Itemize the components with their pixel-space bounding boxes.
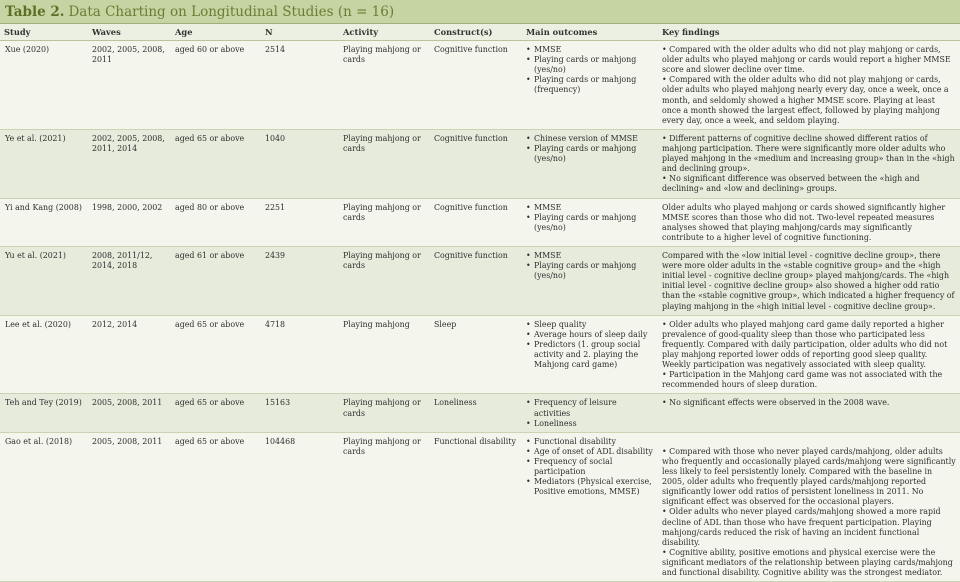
outcome-item: • Playing cards or mahjong (yes/no) — [526, 55, 654, 75]
outcome-item: • Mediators (Physical exercise, Positive emotions, MMSE) — [526, 477, 654, 497]
header-row — [0, 24, 960, 41]
findings-list — [662, 134, 956, 195]
outcomes-list — [526, 320, 654, 371]
outcomes-list — [526, 134, 654, 164]
table-row — [0, 41, 960, 130]
waves-cell: 2002, 2005, 2008, 2011 — [88, 41, 171, 130]
finding-item: • Compared with the older adults who did not play mahjong or cards, older adults who played mahjong or cards would report a higher MMSE score and slower decline over time. — [662, 45, 951, 75]
finding-item: • Participation in the Mahjong card game was not associated with the recommended hours of sleep duration. — [662, 370, 943, 390]
table-row — [0, 394, 960, 432]
study-cell: Xue (2020) — [0, 41, 88, 130]
outcome-item: • Functional disability — [526, 437, 654, 447]
finding-item: • Compared with those who never played cards/mahjong, older adults who frequently and occasionally played cards/mahjong were significantly less likely to feel persistently lonely. Compared with the baseline in 2005, older adults who frequently played cards/mahjong reported significantly lower odd ratios of persistent loneliness in 2011. No significant effect was observed for the occasional players. — [662, 446, 956, 507]
study-cell: Teh and Tey (2019) — [0, 394, 88, 432]
col-header-n: N — [261, 24, 339, 41]
outcomes-list — [526, 203, 654, 233]
outcome-item: • Average hours of sleep daily — [526, 330, 654, 340]
findings-list — [662, 320, 956, 391]
outcomes-cell — [522, 246, 658, 315]
outcome-item: • Playing cards or mahjong (frequency) — [526, 75, 654, 95]
construct-cell: Loneliness — [430, 394, 522, 432]
outcomes-list — [526, 251, 654, 281]
outcome-item: • Playing cards or mahjong (yes/no) — [526, 144, 654, 164]
col-header-age: Age — [171, 24, 261, 41]
findings-cell — [658, 315, 960, 394]
col-header-activity: Activity — [339, 24, 430, 41]
study-cell: Ye et al. (2021) — [0, 129, 88, 198]
n-cell: 2514 — [261, 41, 339, 130]
n-cell: 1040 — [261, 129, 339, 198]
findings-list — [662, 203, 956, 243]
findings-list — [662, 437, 956, 579]
findings-cell — [658, 394, 960, 432]
outcome-item: • MMSE — [526, 203, 654, 213]
age-cell: aged 65 or above — [171, 129, 261, 198]
table-number: Table 2. — [5, 3, 65, 20]
outcome-item: • Sleep quality — [526, 320, 654, 330]
outcomes-cell — [522, 41, 658, 130]
finding-item: • Different patterns of cognitive decline showed different ratios of mahjong participation. There were significantly more older adults who played mahjong in the «medium and increasing group» than in the «high and declining group». — [662, 133, 955, 174]
outcome-item: • Chinese version of MMSE — [526, 134, 654, 144]
data-charting-table — [0, 24, 960, 582]
activity-cell: Playing mahjong — [339, 315, 430, 394]
waves-cell: 1998, 2000, 2002 — [88, 198, 171, 246]
n-cell: 15163 — [261, 394, 339, 432]
outcome-item: • MMSE — [526, 251, 654, 261]
study-cell: Lee et al. (2020) — [0, 315, 88, 394]
finding-item: Compared with the «low initial level - cognitive decline group», there were more older adults in the «stable cognitive group» and the «high initial level - cognitive decline group» played mahjong/cards. The «high initial level - cognitive decline group» also showed a higher odd ratio than the «stable cognitive group», which indicated a higher frequency of playing mahjong in the «high initial level - cognitive decline group». — [662, 250, 955, 311]
waves-cell: 2012, 2014 — [88, 315, 171, 394]
findings-cell — [658, 129, 960, 198]
table-row — [0, 432, 960, 582]
waves-cell: 2005, 2008, 2011 — [88, 432, 171, 582]
findings-cell — [658, 432, 960, 582]
outcome-item: • MMSE — [526, 45, 654, 55]
finding-item: • No significant difference was observed between the «high and declining» and «low and declining» groups. — [662, 174, 920, 194]
findings-list — [662, 251, 956, 312]
findings-cell — [658, 246, 960, 315]
construct-cell: Cognitive function — [430, 246, 522, 315]
finding-item: Older adults who played mahjong or cards showed significantly higher MMSE scores than those who did not. Two-level repeated measures analyses showed that playing mahjong/cards may significantly contribute to a higher level of cognitive functioning. — [662, 202, 946, 242]
findings-cell — [658, 198, 960, 246]
table-title: Data Charting on Longitudinal Studies (n = 16) — [68, 3, 395, 20]
activity-cell: Playing mahjong or cards — [339, 246, 430, 315]
age-cell: aged 80 or above — [171, 198, 261, 246]
col-header-waves: Waves — [88, 24, 171, 41]
outcome-item: • Loneliness — [526, 419, 654, 429]
outcomes-cell — [522, 432, 658, 582]
finding-item: • Compared with the older adults who did not play mahjong or cards, older adults who played mahjong nearly every day, once a week, once a month, and seldomly showed a higher MMSE score. Playing at least once a month showed the largest effect, followed by playing mahjong every day, once a week, and seldom playing. — [662, 75, 949, 125]
age-cell: aged 65 or above — [171, 432, 261, 582]
activity-cell: Playing mahjong or cards — [339, 129, 430, 198]
outcomes-list — [526, 437, 654, 498]
study-cell: Yu et al. (2021) — [0, 246, 88, 315]
findings-list — [662, 398, 956, 408]
finding-item: • Older adults who never played cards/mahjong showed a more rapid decline of ADL than those who have frequent participation. Playing mahjong/cards reduced the risk of having an incident functional disability. — [662, 507, 941, 547]
findings-list — [662, 45, 956, 126]
age-cell: aged 61 or above — [171, 246, 261, 315]
finding-item — [662, 437, 956, 447]
col-header-main-outcomes: Main outcomes — [522, 24, 658, 41]
table-body — [0, 41, 960, 582]
finding-item: • Older adults who played mahjong card game daily reported a higher prevalence of good-quality sleep than those who participated less frequently. Compared with daily participation, older adults who did not play mahjong reported lower odds of reporting good sleep quality. Weekly participation was negatively associated with sleep quality. — [662, 319, 948, 370]
waves-cell: 2002, 2005, 2008, 2011, 2014 — [88, 129, 171, 198]
outcomes-list — [526, 45, 654, 96]
activity-cell: Playing mahjong or cards — [339, 198, 430, 246]
finding-item: • Cognitive ability, positive emotions and physical exercise were the significant mediators of the relationship between playing cards/mahjong and functional disability. Cognitive ability was the strongest mediator. — [662, 547, 953, 578]
construct-cell: Cognitive function — [430, 129, 522, 198]
outcome-item: • Frequency of social participation — [526, 457, 654, 477]
table-row — [0, 246, 960, 315]
col-header-study: Study — [0, 24, 88, 41]
table-row — [0, 315, 960, 394]
age-cell: aged 65 or above — [171, 315, 261, 394]
age-cell: aged 65 or above — [171, 394, 261, 432]
table-row — [0, 129, 960, 198]
activity-cell: Playing mahjong or cards — [339, 432, 430, 582]
construct-cell: Cognitive function — [430, 198, 522, 246]
outcome-item: • Playing cards or mahjong (yes/no) — [526, 213, 654, 233]
outcome-item: • Age of onset of ADL disability — [526, 447, 654, 457]
finding-item: • No significant effects were observed in the 2008 wave. — [662, 398, 890, 408]
outcomes-list — [526, 398, 654, 428]
construct-cell: Cognitive function — [430, 41, 522, 130]
outcomes-cell — [522, 198, 658, 246]
study-cell: Gao et al. (2018) — [0, 432, 88, 582]
n-cell: 2251 — [261, 198, 339, 246]
outcome-item: • Predictors (1. group social activity and 2. playing the Mahjong card game) — [526, 340, 654, 370]
table-row — [0, 198, 960, 246]
study-cell: Yi and Kang (2008) — [0, 198, 88, 246]
activity-cell: Playing mahjong or cards — [339, 41, 430, 130]
col-header-constructs: Construct(s) — [430, 24, 522, 41]
n-cell: 104468 — [261, 432, 339, 582]
waves-cell: 2008, 2011/12, 2014, 2018 — [88, 246, 171, 315]
table-caption — [0, 0, 960, 24]
findings-cell — [658, 41, 960, 130]
n-cell: 2439 — [261, 246, 339, 315]
outcomes-cell — [522, 315, 658, 394]
outcomes-cell — [522, 394, 658, 432]
age-cell: aged 60 or above — [171, 41, 261, 130]
col-header-key-findings: Key findings — [658, 24, 960, 41]
outcome-item: • Frequency of leisure activities — [526, 398, 654, 418]
construct-cell: Functional disability — [430, 432, 522, 582]
outcomes-cell — [522, 129, 658, 198]
construct-cell: Sleep — [430, 315, 522, 394]
outcome-item: • Playing cards or mahjong (yes/no) — [526, 261, 654, 281]
waves-cell: 2005, 2008, 2011 — [88, 394, 171, 432]
n-cell: 4718 — [261, 315, 339, 394]
activity-cell: Playing mahjong or cards — [339, 394, 430, 432]
